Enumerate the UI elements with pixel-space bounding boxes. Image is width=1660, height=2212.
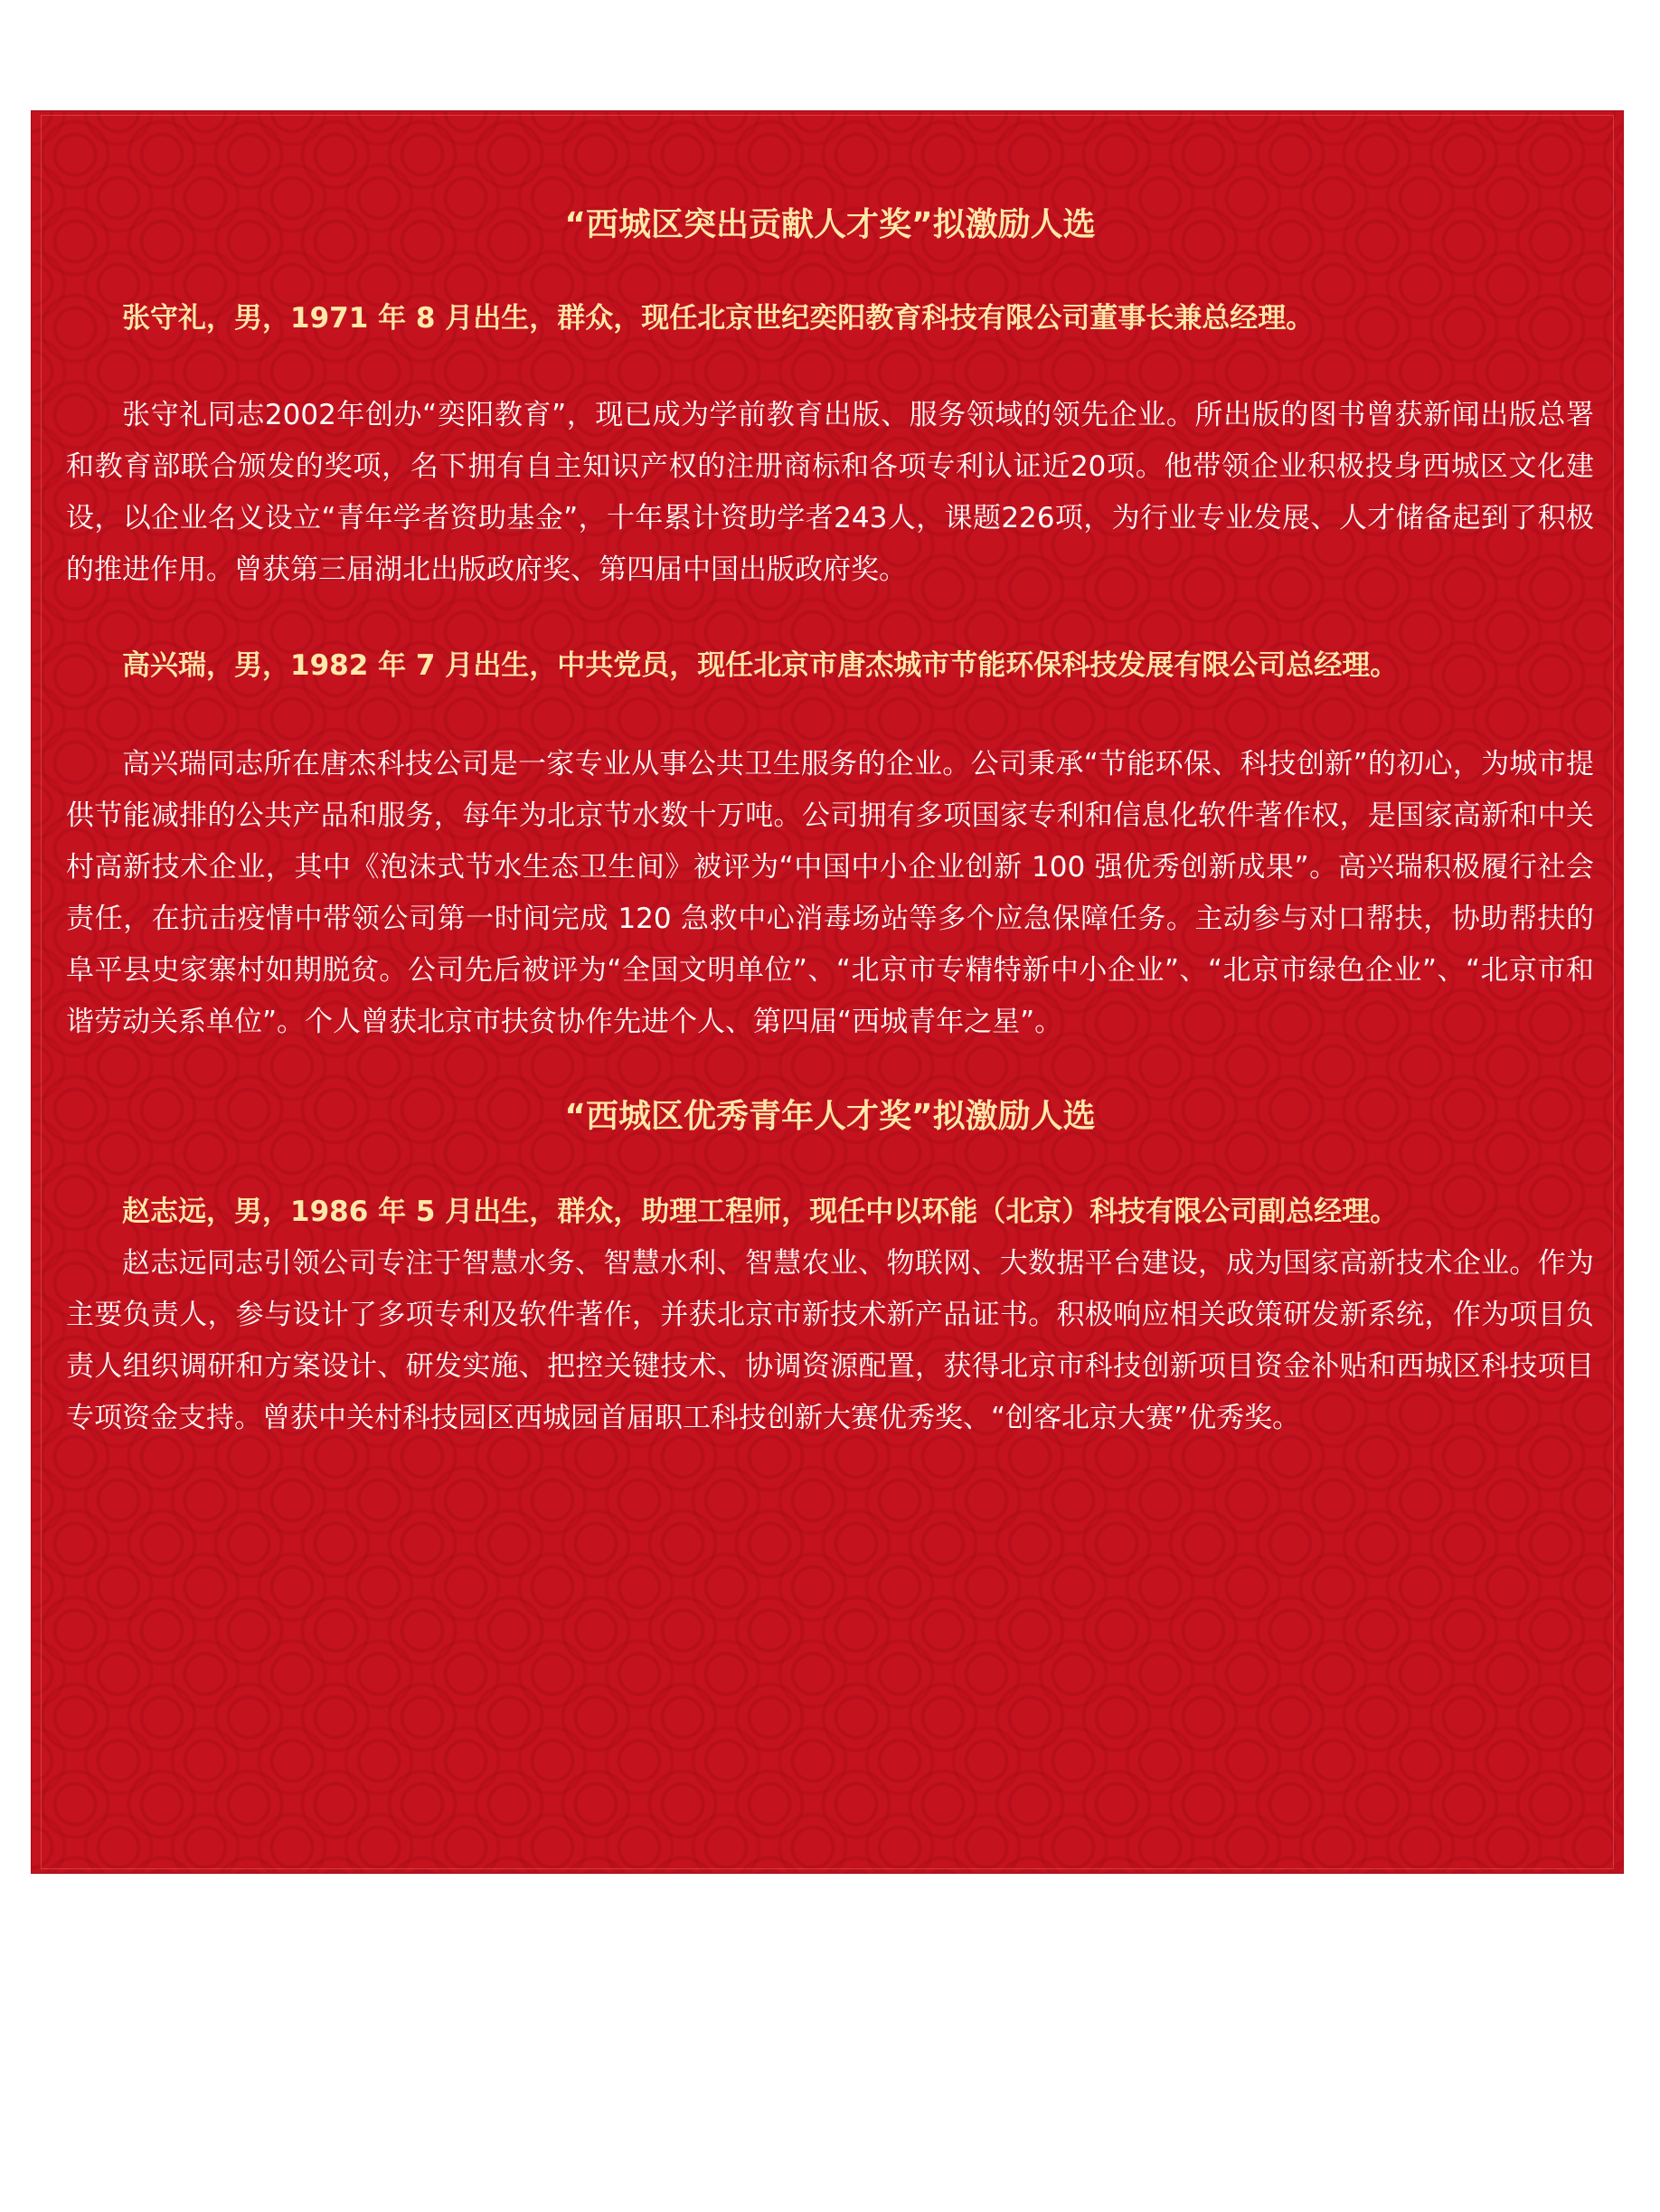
- award-announcement-panel: [31, 110, 1624, 1874]
- section-title-outstanding-contribution: “西城区突出贡献人才奖”拟激励人选: [564, 206, 1096, 243]
- candidate-intro-zhao: 赵志远，男，1986 年 5 月出生，群众，助理工程师，现任中以环能（北京）科技有限公司副总经理。: [122, 1196, 1399, 1228]
- candidate-bio-zhao: 赵志远同志引领公司专注于智慧水务、智慧水利、智慧农业、物联网、大数据平台建设，成为国家高新技术企业。作为主要负责人，参与设计了多项专利及软件著作，并获北京市新技术新产品证书。积极响应相关政策研发新系统，作为项目负责人组织调研和方案设计、研发实施、把控关键技术、协调资源配置，获得北京市科技创新项目资金补贴和西城区科技项目专项资金支持。曾获中关村科技园区西城园首届职工科技创新大赛优秀奖、“创客北京大赛”优秀奖。: [66, 1247, 1594, 1434]
- candidate-bio-gao: 高兴瑞同志所在唐杰科技公司是一家专业从事公共卫生服务的企业。公司秉承“节能环保、科技创新”的初心，为城市提供节能减排的公共产品和服务，每年为北京节水数十万吨。公司拥有多项国家专利和信息化软件著作权，是国家高新和中关村高新技术企业，其中《泡沫式节水生态卫生间》被评为“中国中小企业创新 100 强优秀创新成果”。高兴瑞积极履行社会责任，在抗击疫情中带领公司第一时间完成 120 急救中心消毒场站等多个应急保障任务。主动参与对口帮扶，协助帮扶的阜平县史家寨村如期脱贫。公司先后被评为“全国文明单位”、“北京市专精特新中小企业”、“北京市绿色企业”、“北京市和谐劳动关系单位”。个人曾获北京市扶贫协作先进个人、第四届“西城青年之星”。: [66, 748, 1594, 1038]
- section-title-excellent-youth: “西城区优秀青年人才奖”拟激励人选: [564, 1098, 1096, 1135]
- candidate-intro-zhang: 张守礼，男，1971 年 8 月出生，群众，现任北京世纪奕阳教育科技有限公司董事长兼总经理。: [122, 302, 1315, 335]
- announcement-content: [66, 202, 1594, 1444]
- candidate-bio-zhang: 张守礼同志2002年创办“奕阳教育”，现已成为学前教育出版、服务领域的领先企业。所出版的图书曾获新闻出版总署和教育部联合颁发的奖项，名下拥有自主知识产权的注册商标和各项专利认证近20项。他带领企业积极投身西城区文化建设，以企业名义设立“青年学者资助基金”，十年累计资助学者243人，课题226项，为行业专业发展、人才储备起到了积极的推进作用。曾获第三届湖北出版政府奖、第四届中国出版政府奖。: [66, 399, 1594, 586]
- candidate-intro-gao: 高兴瑞，男，1982 年 7 月出生，中共党员，现任北京市唐杰城市节能环保科技发展有限公司总经理。: [122, 649, 1399, 682]
